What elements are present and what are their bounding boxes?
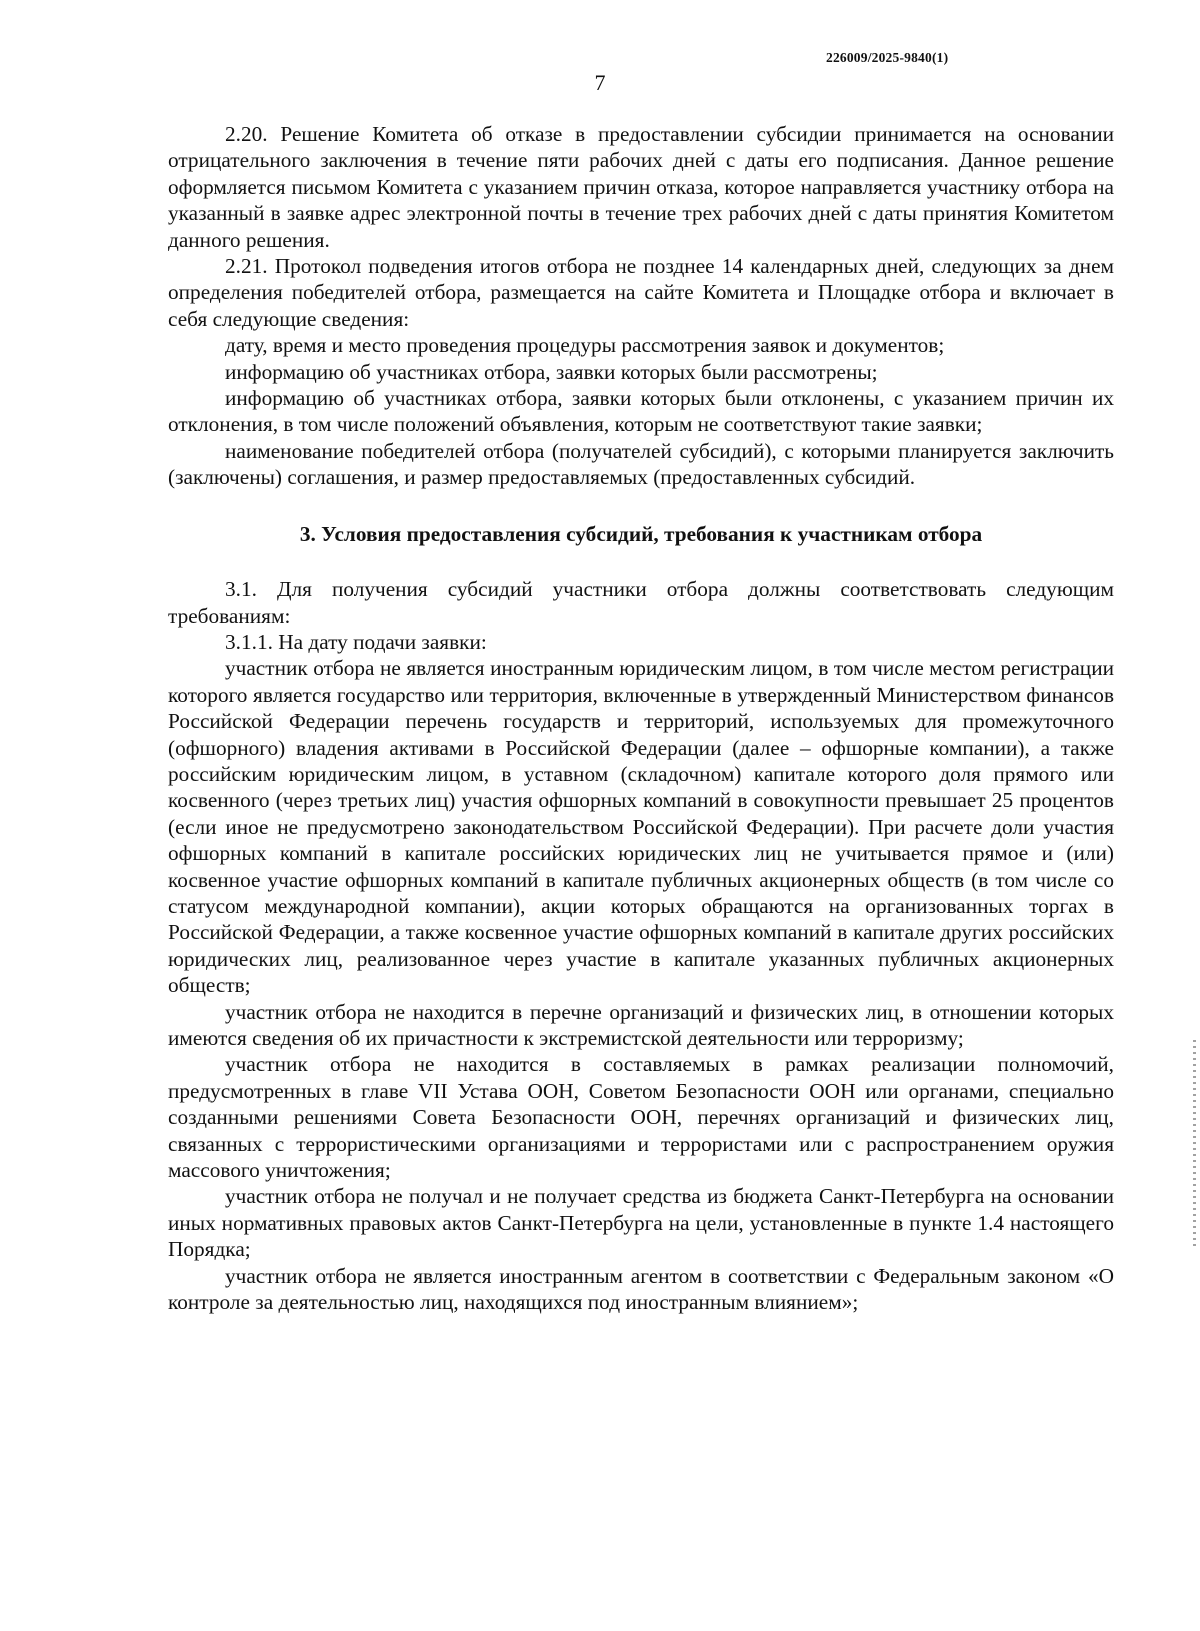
requirement-extremism: участник отбора не находится в перечне организаций и физических лиц, в отношении которых имеются сведения об их причастности к экстремистской деятельности или терроризму; (168, 999, 1114, 1050)
list-item-winners: наименование победителей отбора (получателей субсидий), с которыми планируется заключить (заключены) соглашения, и размер предоставляемых (предоставленных субсидий. (168, 438, 1114, 490)
paragraph-2-21: 2.21. Протокол подведения итогов отбора не позднее 14 календарных дней, следующих за днем определения победителей отбора, размещается на сайте Комитета и Площадке отбора и включает в себя следующие сведения: (168, 254, 1114, 331)
list-item-date-time-place: дату, время и место проведения процедуры рассмотрения заявок и документов; (225, 333, 945, 358)
paragraph-3-1-1: 3.1.1. На дату подачи заявки: (225, 629, 487, 654)
list-item-considered-participants: информацию об участниках отбора, заявки которых были рассмотрены; (225, 359, 878, 384)
paragraph-3-1: 3.1. Для получения субсидий участники отбора должны соответствовать следующим требованиям: (168, 577, 1114, 628)
requirement-offshore: участник отбора не является иностранным юридическим лицом, в том числе местом регистрации которого является государство или территория, включенные в утвержденный Министерством финансов Российской Федерации перечень государств и территорий, используемых для промежуточного (офшорного) владения активами в Российской Федерации (далее – офшорные компании), а также российским юридическим лицом, в уставном (складочном) капитале которого доля прямого или косвенного (через третьих лиц) участия офшорных компаний в совокупности превышает 25 процентов (если иное не предусмотрено законодательством Российской Федерации). При расчете доли участия офшорных компаний в капитале российских юридических лиц не учитывается прямое и (или) косвенное участие офшорных компаний в капитале публичных акционерных обществ (в том числе со статусом международной компании), акции которых обращаются на организованных торгах в Российской Федерации, а также косвенное участие офшорных компаний в капитале других российских юридических лиц, реализованное через участие в капитале указанных публичных акционерных обществ; (168, 656, 1114, 998)
requirement-un-sanctions: участник отбора не находится в составляемых в рамках реализации полномочий, предусмотренных в главе VII Устава ООН, Советом Безопасности ООН или органами, специально созданными решениями Совета Безопасности ООН, перечнях организаций и физических лиц, связанных с террористическими организациями и террористами или с распространением оружия массового уничтожения; (168, 1052, 1114, 1183)
paragraph-2-20: 2.20. Решение Комитета об отказе в предоставлении субсидии принимается на основании отрицательного заключения в течение пяти рабочих дней с даты его подписания. Данное решение оформляется письмом Комитета с указанием причин отказа, которое направляется участнику отбора на указанный в заявке адрес электронной почты в течение трех рабочих дней с даты принятия Комитетом данного решения. (168, 122, 1114, 252)
page-number: 7 (594, 70, 606, 95)
document-body (168, 121, 1114, 1315)
requirement-foreign-agent: участник отбора не является иностранным агентом в соответствии с Федеральным законом «О контроле за деятельностью лиц, находящихся под иностранным влиянием»; (168, 1263, 1114, 1315)
requirement-budget-funds: участник отбора не получал и не получает средства из бюджета Санкт-Петербурга на основании иных нормативных правовых актов Санкт-Петербурга на цели, установленные в пункте 1.4 настоящего Порядка; (168, 1184, 1114, 1262)
document-id: 226009/2025-9840(1) (826, 50, 949, 65)
list-item-rejected-participants: информацию об участниках отбора, заявки которых были отклонены, с указанием причин их отклонения, в том числе положений объявления, которым не соответствуют такие заявки; (168, 386, 1114, 437)
scan-edge-mark (1193, 1040, 1196, 1250)
section-heading: 3. Условия предоставления субсидий, требования к участникам отбора (299, 521, 983, 546)
